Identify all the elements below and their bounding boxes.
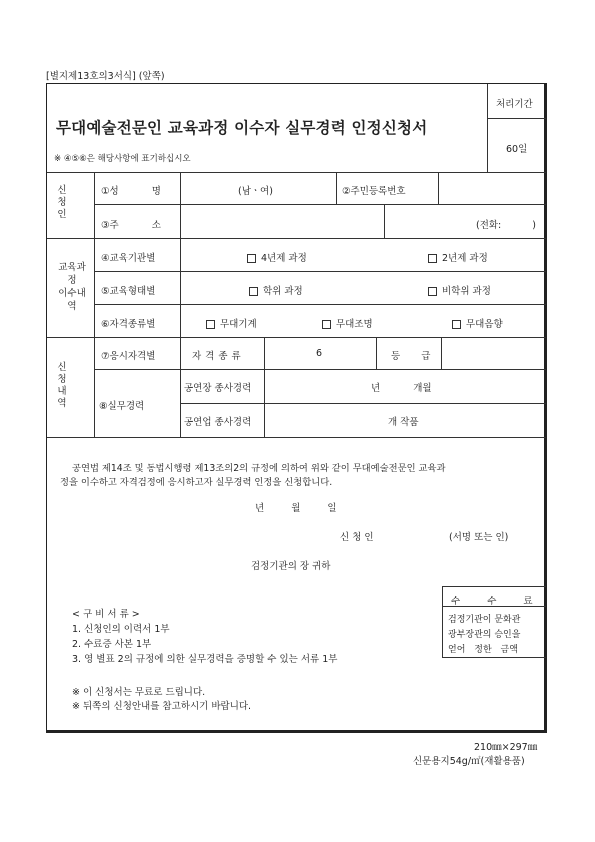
section-education-label: 교육과 정 이수내 역 bbox=[58, 262, 86, 312]
checkbox-stage-machinery[interactable]: 무대기계 bbox=[206, 316, 257, 330]
institution-type-label: ④교육기관별 bbox=[101, 253, 156, 264]
signature-field[interactable]: (서명 또는 인) bbox=[449, 532, 509, 543]
required-documents-title: < 구 비 서 류 > bbox=[72, 609, 140, 620]
checkbox-icon bbox=[428, 287, 437, 296]
venue-experience-label: 공연장 종사경력 bbox=[184, 383, 252, 394]
required-document-3: 3. 영 별표 2의 규정에 의한 실무경력을 증명할 수 있는 서류 1부 bbox=[72, 654, 338, 665]
checkbox-non-degree[interactable]: 비학위 과정 bbox=[428, 283, 491, 297]
works-experience-field[interactable]: 개 작품 bbox=[388, 417, 419, 428]
checkbox-icon bbox=[452, 320, 461, 329]
phone-field[interactable]: (전화: ) bbox=[476, 220, 536, 231]
qualification-kind-label: 자격종류 bbox=[192, 351, 245, 362]
checkbox-icon bbox=[247, 254, 256, 263]
required-document-2: 2. 수료증 사본 1부 bbox=[72, 639, 152, 650]
qualification-type-label: ⑥자격종류별 bbox=[101, 319, 156, 330]
checkbox-stage-sound[interactable]: 무대음향 bbox=[452, 316, 503, 330]
applicant-signature-label: 신 청 인 bbox=[340, 532, 374, 543]
education-type-label: ⑤교육형태별 bbox=[101, 286, 156, 297]
grade-label: 등 급 bbox=[391, 351, 431, 362]
rrn-field[interactable] bbox=[439, 173, 545, 204]
application-date[interactable]: 년 월 일 bbox=[255, 503, 337, 514]
gender-field[interactable]: (남ㆍ여) bbox=[238, 186, 273, 197]
checkbox-2year[interactable]: 2년제 과정 bbox=[428, 250, 488, 264]
work-experience-label: ⑧실무경력 bbox=[99, 401, 145, 412]
checkbox-icon bbox=[428, 254, 437, 263]
footnote-free: ※ 이 신청서는 무료로 드립니다. bbox=[72, 687, 206, 698]
address-field[interactable] bbox=[181, 205, 383, 237]
section-application-label: 신 청 내 역 bbox=[57, 362, 67, 409]
name-label: ①성 명 bbox=[101, 186, 161, 197]
form-title: 무대예술전문인 교육과정 이수자 실무경력 인정신청서 bbox=[56, 119, 428, 137]
footnote-reference: ※ 뒤쪽의 신청안내를 참고하시기 바랍니다. bbox=[72, 701, 252, 712]
rrn-label: ②주민등록번호 bbox=[342, 186, 406, 197]
instruction-note: ※ ④⑤⑥은 해당사항에 표기하십시오 bbox=[54, 154, 191, 164]
declaration-line1: 공연법 제14조 및 동법시행령 제13조의2의 규정에 의하여 위와 같이 무대예술전문인 교육과 bbox=[72, 463, 446, 474]
fee-text-line1: 검정기관이 문화관 bbox=[448, 615, 521, 625]
address-label: ③주 소 bbox=[101, 220, 161, 231]
section-applicant-label: 신 청 인 bbox=[57, 185, 67, 220]
form-header-note: [별지제13호의3서식] (앞쪽) bbox=[46, 71, 165, 82]
checkbox-icon bbox=[206, 320, 215, 329]
exam-qualification-label: ⑦응시자격별 bbox=[101, 351, 156, 362]
paper-spec: 신문용지54g/㎡(재활용품) bbox=[413, 756, 525, 767]
fee-text-line2: 광부장관의 승인을 bbox=[448, 630, 521, 640]
paper-size: 210㎜×297㎜ bbox=[474, 742, 538, 753]
processing-period-value: 60일 bbox=[506, 144, 528, 155]
checkbox-degree[interactable]: 학위 과정 bbox=[249, 283, 303, 297]
qualification-kind-value[interactable]: 6 bbox=[316, 348, 323, 359]
works-experience-label: 공연업 종사경력 bbox=[184, 417, 252, 428]
fee-label: 수 수 료 bbox=[451, 596, 533, 607]
required-document-1: 1. 신청인의 이력서 1부 bbox=[72, 624, 170, 635]
checkbox-icon bbox=[249, 287, 258, 296]
addressee: 검정기관의 장 귀하 bbox=[251, 561, 331, 572]
checkbox-stage-lighting[interactable]: 무대조명 bbox=[322, 316, 373, 330]
declaration-line2: 정을 이수하고 자격검정에 응시하고자 실무경력 인정을 신청합니다. bbox=[60, 477, 333, 488]
grade-field[interactable] bbox=[442, 338, 545, 368]
processing-period-label: 처리기간 bbox=[496, 99, 533, 110]
checkbox-icon bbox=[322, 320, 331, 329]
fee-text-line3: 얻어 정한 금액 bbox=[448, 645, 518, 655]
venue-experience-field[interactable]: 년 개월 bbox=[371, 383, 432, 394]
checkbox-4year[interactable]: 4년제 과정 bbox=[247, 250, 307, 264]
